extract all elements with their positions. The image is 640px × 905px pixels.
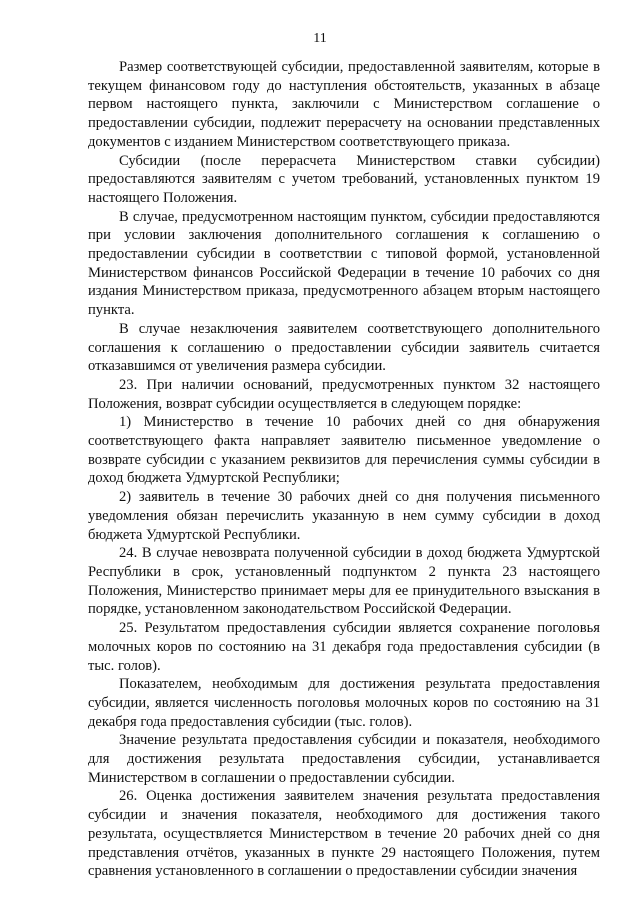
document-body xyxy=(88,58,600,881)
paragraph-clause-23-item-2: 2) заявитель в течение 30 рабочих дней со дня получения письменного уведомления обязан перечислить указанную в нем сумму субсидии в доход бюджета Удмуртской Республики. xyxy=(88,489,600,543)
page-number: 11 xyxy=(313,31,327,46)
paragraph-additional-agreement: В случае, предусмотренном настоящим пунктом, субсидии предоставляются при условии заключения дополнительного соглашения к соглашению о предоставлении субсидии в соответствии с типовой формой, установленной Министерством финансов Российской Федерации в течение 10 рабочих со дня издания Министерством приказа, предусмотренного абзацем вторым настоящего пункта. xyxy=(88,208,600,319)
paragraph-non-conclusion: В случае незаключения заявителем соответствующего дополнительного соглашения к соглашению о предоставлении субсидии заявитель считается отказавшимся от увеличения размера субсидии. xyxy=(88,320,600,375)
paragraph-result-value: Значение результата предоставления субсидии и показателя, необходимого для достижения результата предоставления субсидии, устанавливается Министерством в соглашении о предоставлении субсидии. xyxy=(88,732,600,786)
paragraph-clause-24: 24. В случае невозврата полученной субсидии в доход бюджета Удмуртской Республики в срок, установленный подпунктом 2 пункта 23 настоящего Положения, Министерство принимает меры для ее принудительного взыскания в порядке, установленном законодательством Российской Федерации. xyxy=(88,545,600,618)
paragraph-clause-23: 23. При наличии оснований, предусмотренных пунктом 32 настоящего Положения, возврат субсидии осуществляется в следующем порядке: xyxy=(88,376,600,412)
paragraph-clause-26: 26. Оценка достижения заявителем значения результата предоставления субсидии и значения показателя, необходимого для достижения такого результата, осуществляется Министерством в течение 20 рабочих дней со дня представления отчётов, указанных в пункте 29 настоящего Положения, путем сравнения установленного в соглашении о предоставлении субсидии значения xyxy=(88,788,600,880)
paragraph-subsidies-after-recalculation: Субсидии (после перерасчета Министерством ставки субсидии) предоставляются заявителям с учетом требований, установленных пунктом 19 настоящего Положения. xyxy=(88,152,600,206)
paragraph-clause-23-item-1: 1) Министерство в течение 10 рабочих дней со дня обнаружения соответствующего факта направляет заявителю письменное уведомление о возврате субсидии с указанием реквизитов для перечисления суммы субсидии в доход бюджета Удмуртской Республики; xyxy=(88,414,600,487)
paragraph-indicator: Показателем, необходимым для достижения результата предоставления субсидии, является численность поголовья молочных коров по состоянию на 31 декабря года предоставления субсидии (тыс. голов). xyxy=(88,676,600,730)
paragraph-subsidy-size-recalculation: Размер соответствующей субсидии, предоставленной заявителям, которые в текущем финансовом году до наступления обстоятельств, указанных в абзаце первом настоящего пункта, заключили с Министерством соглашение о предоставлении субсидии, подлежит перерасчету на основании представленных документов с изданием Министерством соответствующего приказа. xyxy=(88,59,600,150)
paragraph-clause-25: 25. Результатом предоставления субсидии является сохранение поголовья молочных коров по состоянию на 31 декабря года предоставления субсидии (в тыс. голов). xyxy=(88,620,600,674)
